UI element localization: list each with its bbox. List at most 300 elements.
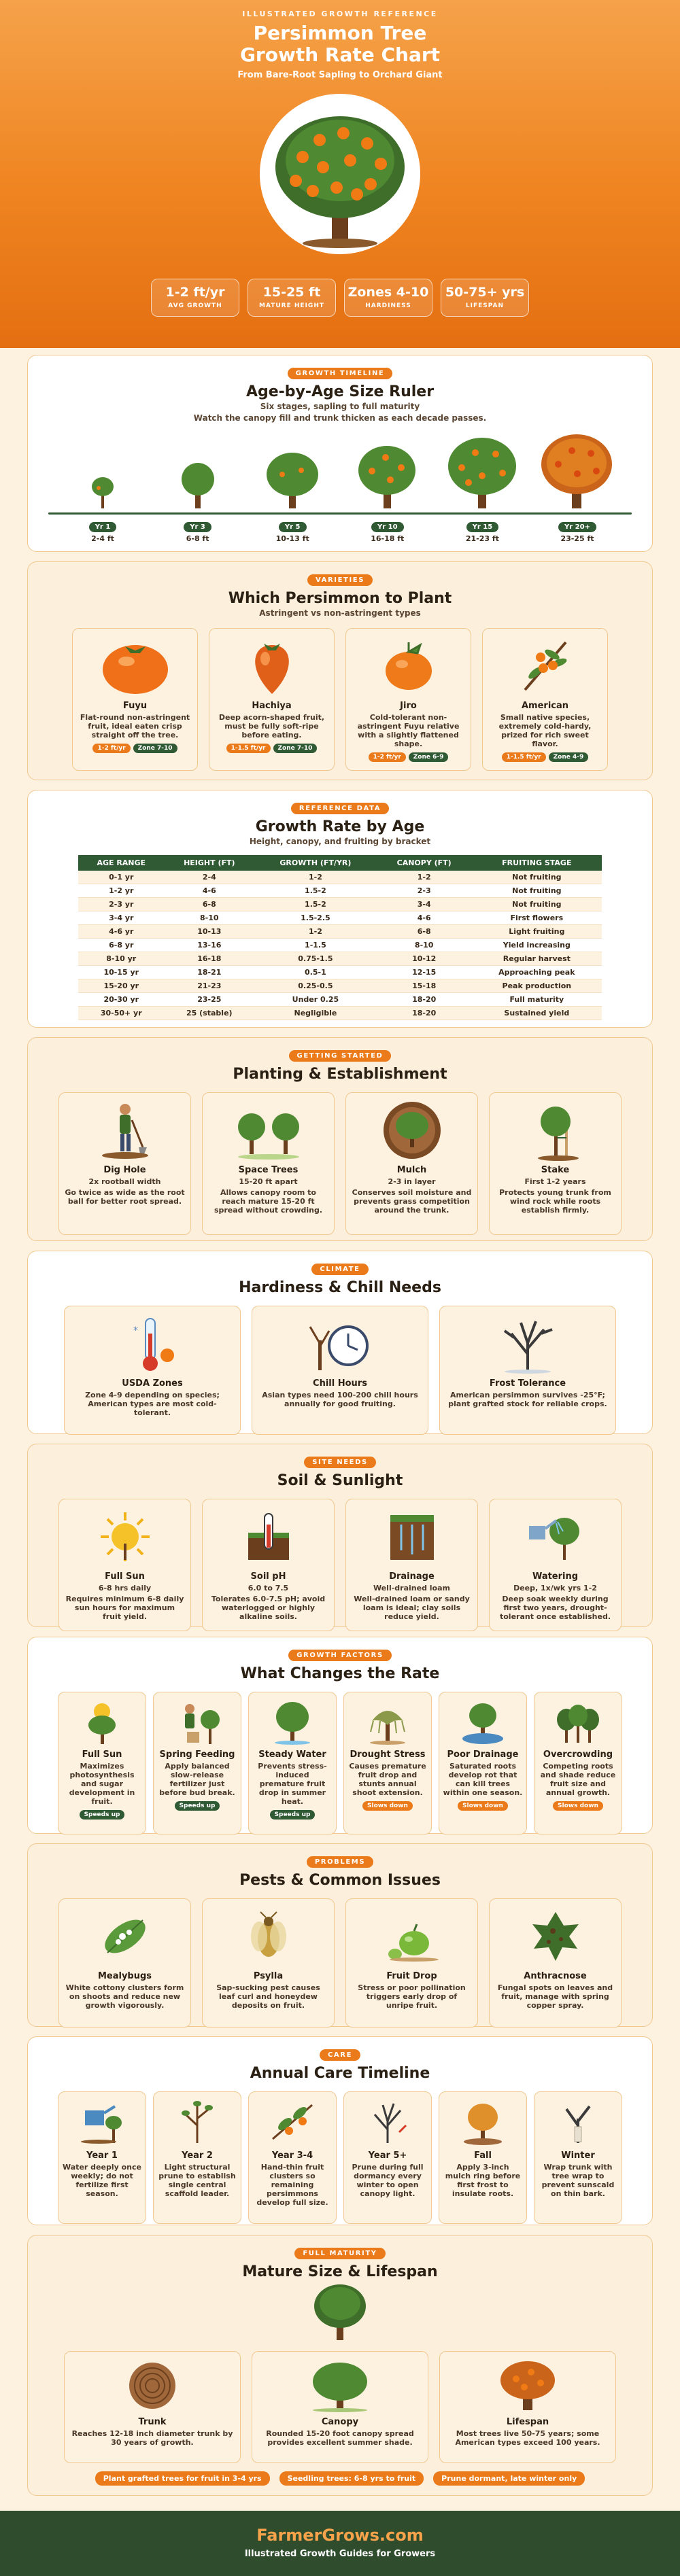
stage-year: Yr 20+ — [558, 522, 596, 532]
hero-subtitle: From Bare-Root Sapling to Orchard Giant — [237, 70, 443, 80]
timeline-labels — [41, 515, 639, 543]
pest-desc: Stress or poor pollination triggers early drop of unripe fruit. — [358, 1983, 466, 2010]
stage-yr3-tree-icon — [157, 457, 239, 508]
mulch-icon — [352, 1100, 472, 1161]
timeline-section — [27, 355, 653, 552]
table-cell: 1-2 yr — [78, 884, 165, 898]
planting-card-dig-hole — [58, 1092, 191, 1235]
section-title: Pests & Common Issues — [239, 1872, 441, 1889]
climate-card-usda-zones — [64, 1306, 241, 1435]
care-desc: Light structural prune to establish single central scaffold leader. — [158, 2163, 236, 2198]
pest-desc: Fungal spots on leaves and fruit, manage with spring copper spray. — [497, 1983, 613, 2010]
care-desc: Apply 3-inch mulch ring before first frost to insulate roots. — [445, 2163, 521, 2198]
table-cell: Not fruiting — [472, 871, 602, 884]
section-title: Growth Rate by Age — [255, 818, 425, 835]
section-title: Hardiness & Chill Needs — [239, 1279, 441, 1296]
section-title: Age-by-Age Size Ruler — [245, 383, 435, 400]
table-cell: 1-2 — [254, 925, 377, 939]
hero-persimmon-tree-icon — [255, 92, 425, 262]
planting-desc: Go twice as wide as the root ball for better root spread. — [65, 1188, 185, 1206]
table-row — [78, 993, 602, 1007]
page-footer — [0, 2511, 680, 2576]
table-cell: 6-8 — [165, 898, 255, 911]
pest-card-fruit-drop — [345, 1898, 478, 2027]
stake-icon — [495, 1100, 615, 1161]
dormant-tree-icon — [347, 2098, 428, 2146]
soil-ph-icon — [208, 1506, 328, 1567]
table-cell: 0.25-0.5 — [254, 979, 377, 993]
table-cell: Peak production — [472, 979, 602, 993]
stat-value: 1-2 ft/yr — [165, 285, 225, 300]
factor-card-spring-feeding — [153, 1692, 241, 1834]
section-title: Annual Care Timeline — [250, 2065, 430, 2082]
stat-value: 50-75+ yrs — [445, 285, 525, 300]
table-cell: 1-2 — [254, 871, 377, 884]
pest-name: Anthracnose — [524, 1971, 587, 1981]
mealybug-leaf-icon — [65, 1906, 185, 1967]
stage-year: Yr 1 — [89, 522, 117, 532]
table-cell: Not fruiting — [472, 884, 602, 898]
planting-card-mulch — [345, 1092, 478, 1235]
care-desc: Wrap trunk with tree wrap to prevent sunscald on thin bark. — [541, 2163, 615, 2198]
stage-label — [537, 519, 618, 543]
bare-tree-icon — [445, 1313, 610, 1374]
stage-size: 16-18 ft — [371, 534, 405, 543]
section-title: Which Persimmon to Plant — [228, 590, 452, 607]
svg-text:*: * — [133, 1325, 138, 1336]
watering-icon — [62, 2098, 142, 2146]
climate-desc: Asian types need 100-200 chill hours annually for good fruiting. — [262, 1391, 418, 1408]
planting-card-stake — [489, 1092, 622, 1235]
table-row — [78, 911, 602, 925]
watering-can-icon — [495, 1506, 615, 1567]
variety-desc: Cold-tolerant non-astringent Fuyu relative with a slightly flattened shape. — [357, 713, 460, 748]
care-desc: Prune during full dormancy every winter to open canopy light. — [352, 2163, 424, 2198]
care-name: Year 3-4 — [271, 2151, 313, 2161]
page-title — [0, 22, 680, 66]
table-cell: Approaching peak — [472, 966, 602, 979]
fuyu-fruit-icon — [78, 636, 192, 697]
table-cell: 10-13 — [165, 925, 255, 939]
section-badge: GROWTH TIMELINE — [288, 368, 393, 379]
factor-card-overcrowding — [534, 1692, 622, 1834]
section-desc: Six stages, sapling to full maturity — [260, 402, 420, 411]
mature-desc: Rounded 15-20 foot canopy spread provides excellent summer shade. — [266, 2429, 414, 2447]
stage-label — [252, 519, 333, 543]
table-cell: Full maturity — [472, 993, 602, 1007]
stat-label: AVG GROWTH — [168, 302, 222, 309]
pest-name: Psylla — [253, 1971, 284, 1981]
planting-sub: 2x rootball width — [88, 1177, 161, 1186]
section-badge: PROBLEMS — [307, 1856, 373, 1868]
factor-effect-badge: Speeds up — [80, 1810, 125, 1820]
space-trees-icon — [208, 1100, 328, 1161]
mature-card-lifespan — [439, 2351, 616, 2463]
stage-year: Yr 3 — [184, 522, 211, 532]
table-cell: 25 (stable) — [165, 1007, 255, 1020]
mature-name: Lifespan — [506, 2417, 549, 2427]
table-cell: 1-2 — [377, 871, 472, 884]
planting-desc: Allows canopy room to reach mature 15-20 ft spread without crowding. — [214, 1188, 323, 1215]
care-card-fall — [439, 2091, 527, 2224]
variety-zone-badge: Zone 7-10 — [133, 744, 177, 753]
footer-tagline: Illustrated Growth Guides for Growers — [244, 2549, 436, 2559]
gardener-icon — [157, 1698, 237, 1745]
planting-sub: First 1-2 years — [524, 1177, 586, 1186]
variety-rate-badge: 1-2 ft/yr — [92, 744, 130, 753]
soil-name: Watering — [532, 1571, 579, 1582]
pest-desc: Sap-sucking pest causes leaf curl and honeydew deposits on fruit. — [216, 1983, 320, 2010]
table-row — [78, 871, 602, 884]
table-cell: 4-6 — [165, 884, 255, 898]
factors-section — [27, 1637, 653, 1834]
table-cell: Negligible — [254, 1007, 377, 1020]
stage-size: 23-25 ft — [560, 534, 594, 543]
table-header: GROWTH (FT/YR) — [254, 855, 377, 871]
soil-desc: Deep soak weekly during first two years, drought-tolerant once established. — [499, 1595, 611, 1621]
factor-desc: Saturated roots develop rot that can kill trees within one season. — [443, 1762, 523, 1797]
sun-tree-icon — [62, 1698, 142, 1745]
stage-label — [62, 519, 143, 543]
stat-value: Zones 4-10 — [347, 285, 429, 300]
table-row — [78, 898, 602, 911]
factor-card-full-sun — [58, 1692, 146, 1834]
sun-icon — [65, 1506, 185, 1567]
title-line-2: Growth Rate Chart — [239, 43, 441, 66]
hero-eyebrow: ILLUSTRATED GROWTH REFERENCE — [242, 10, 438, 18]
table-cell: 15-20 yr — [78, 979, 165, 993]
planting-desc: Protects young trunk from wind rock while roots establish firmly. — [499, 1188, 611, 1215]
variety-desc: Deep acorn-shaped fruit, must be fully soft-ripe before eating. — [218, 713, 325, 739]
soil-desc: Well-drained loam or sandy loam is ideal; clay soils reduce yield. — [354, 1595, 470, 1621]
pest-name: Fruit Drop — [386, 1971, 437, 1981]
table-cell: 8-10 yr — [78, 952, 165, 966]
care-desc: Hand-thin fruit clusters so remaining persimmons develop full size. — [256, 2163, 328, 2207]
section-badge: GETTING STARTED — [289, 1050, 392, 1062]
variety-cards — [41, 628, 639, 771]
variety-zone-badge: Zone 7-10 — [273, 744, 318, 753]
mature-cards — [41, 2351, 639, 2463]
table-cell: Light fruiting — [472, 925, 602, 939]
mature-tree-icon — [41, 2280, 639, 2342]
growth-timeline — [41, 423, 639, 508]
stage-label — [347, 519, 428, 543]
table-cell: 3-4 — [377, 898, 472, 911]
care-section — [27, 2036, 653, 2225]
table-cell: 30-50+ yr — [78, 1007, 165, 1020]
section-badge: FULL MATURITY — [294, 2248, 385, 2259]
section-badge: CARE — [320, 2049, 360, 2061]
variety-desc: Small native species, extremely cold-hardy, prized for rich sweet flavor. — [498, 713, 592, 748]
table-cell: Not fruiting — [472, 898, 602, 911]
variety-rate-badge: 1-2 ft/yr — [369, 752, 406, 762]
mature-name: Trunk — [138, 2417, 167, 2427]
footer-brand: FarmerGrows.com — [256, 2526, 424, 2545]
soil-card-drainage — [345, 1499, 478, 1631]
table-row — [78, 925, 602, 939]
reference-section — [27, 790, 653, 1028]
soil-name: Full Sun — [105, 1571, 145, 1582]
stage-yr15-tree-icon — [441, 434, 523, 508]
pests-section — [27, 1843, 653, 2027]
note-seedling: Seedling trees: 6-8 yrs to fruit — [279, 2471, 424, 2486]
care-name: Fall — [474, 2151, 492, 2161]
stat-mature-height — [248, 279, 336, 317]
table-cell: 20-30 yr — [78, 993, 165, 1007]
care-name: Year 1 — [86, 2151, 118, 2161]
care-name: Winter — [561, 2151, 595, 2161]
climate-desc: American persimmon survives -25°F; plant grafted stock for reliable crops. — [448, 1391, 607, 1408]
stage-yr10-tree-icon — [347, 440, 428, 508]
soil-desc: Tolerates 6.0-7.5 pH; avoid waterlogged or highly alkaline soils. — [211, 1595, 326, 1621]
factor-card-steady-water — [248, 1692, 337, 1834]
table-header: HEIGHT (FT) — [165, 855, 255, 871]
jiro-fruit-icon — [352, 636, 465, 697]
pest-card-psylla — [202, 1898, 335, 2027]
factor-effect-badge: Slows down — [553, 1801, 603, 1811]
table-header: AGE RANGE — [78, 855, 165, 871]
care-desc: Water deeply once weekly; do not fertilize first season. — [63, 2163, 141, 2198]
hachiya-fruit-icon — [215, 636, 328, 697]
planting-sub: 15-20 ft apart — [239, 1177, 298, 1186]
section-badge: REFERENCE DATA — [291, 803, 389, 814]
title-line-1: Persimmon Tree — [253, 22, 427, 44]
factor-name: Overcrowding — [543, 1750, 613, 1760]
stage-yr20-tree-icon — [537, 430, 618, 508]
soil-sub: 6-8 hrs daily — [98, 1584, 152, 1592]
soil-cards — [41, 1499, 639, 1631]
factor-name: Steady Water — [258, 1750, 326, 1760]
factor-card-drought-stress — [343, 1692, 432, 1834]
table-row — [78, 952, 602, 966]
trunk-rings-icon — [70, 2359, 235, 2413]
table-cell: 18-20 — [377, 1007, 472, 1020]
stage-size: 6-8 ft — [186, 534, 209, 543]
table-row — [78, 939, 602, 952]
climate-desc: Zone 4-9 depending on species; American types are most cold-tolerant. — [85, 1391, 220, 1417]
climate-name: Chill Hours — [313, 1378, 367, 1389]
variety-desc: Flat-round non-astringent fruit, ideal eaten crisp straight off the tree. — [80, 713, 190, 739]
soil-card-full-sun — [58, 1499, 191, 1631]
variety-card-fuyu — [72, 628, 198, 771]
stage-label — [157, 519, 239, 543]
spotted-leaf-icon — [495, 1906, 615, 1967]
variety-name: Hachiya — [252, 701, 292, 711]
table-cell: 1-1.5 — [254, 939, 377, 952]
soil-card-watering — [489, 1499, 622, 1631]
section-title: What Changes the Rate — [240, 1665, 440, 1682]
care-card-year-3-4 — [248, 2091, 337, 2224]
clock-icon — [258, 1313, 422, 1374]
table-cell: 0.75-1.5 — [254, 952, 377, 966]
table-cell: Sustained yield — [472, 1007, 602, 1020]
table-cell: 13-16 — [165, 939, 255, 952]
planting-name: Mulch — [396, 1165, 427, 1175]
mature-section — [27, 2235, 653, 2496]
factor-card-poor-drainage — [439, 1692, 527, 1834]
digging-icon — [65, 1100, 185, 1161]
variety-name: Jiro — [400, 701, 417, 711]
varieties-section — [27, 561, 653, 780]
table-cell: 4-6 — [377, 911, 472, 925]
table-body — [78, 871, 602, 1020]
factor-cards — [41, 1692, 639, 1834]
variety-card-jiro — [345, 628, 471, 771]
note-prune: Prune dormant, late winter only — [433, 2471, 585, 2486]
table-cell: 18-21 — [165, 966, 255, 979]
table-header: CANOPY (FT) — [377, 855, 472, 871]
soil-card-ph — [202, 1499, 335, 1631]
table-cell: 4-6 yr — [78, 925, 165, 939]
planting-cards — [41, 1092, 639, 1235]
climate-name: Frost Tolerance — [489, 1378, 566, 1389]
soil-sub: 6.0 to 7.5 — [248, 1584, 289, 1592]
care-name: Year 5+ — [368, 2151, 407, 2161]
canopy-icon — [258, 2359, 422, 2413]
table-cell: 2-3 yr — [78, 898, 165, 911]
climate-section — [27, 1251, 653, 1434]
factor-name: Poor Drainage — [447, 1750, 519, 1760]
pest-card-anthracnose — [489, 1898, 622, 2027]
watered-tree-icon — [252, 1698, 333, 1745]
factor-desc: Maximizes photosynthesis and sugar development in fruit. — [69, 1762, 135, 1806]
table-cell: 0-1 yr — [78, 871, 165, 884]
variety-zone-badge: Zone 6-9 — [409, 752, 449, 762]
factor-effect-badge: Slows down — [458, 1801, 508, 1811]
variety-card-hachiya — [209, 628, 335, 771]
table-row — [78, 979, 602, 993]
flooded-tree-icon — [443, 1698, 523, 1745]
table-cell: 10-12 — [377, 952, 472, 966]
section-title: Soil & Sunlight — [277, 1472, 403, 1489]
planting-name: Stake — [541, 1165, 570, 1175]
section-badge: CLIMATE — [311, 1264, 368, 1275]
old-tree-icon — [445, 2359, 610, 2413]
table-cell: 8-10 — [165, 911, 255, 925]
climate-card-frost-tolerance — [439, 1306, 616, 1435]
table-cell: 2-3 — [377, 884, 472, 898]
pest-cards — [41, 1898, 639, 2027]
table-row — [78, 1007, 602, 1020]
mature-card-trunk — [64, 2351, 241, 2463]
thermometer-icon — [70, 1313, 235, 1374]
stage-year: Yr 15 — [466, 522, 499, 532]
factor-name: Drought Stress — [350, 1750, 426, 1760]
stage-yr1-tree-icon — [62, 468, 143, 508]
table-cell: 6-8 — [377, 925, 472, 939]
factor-name: Full Sun — [82, 1750, 122, 1760]
section-title: Mature Size & Lifespan — [242, 2263, 438, 2280]
stat-lifespan — [441, 279, 529, 317]
mature-name: Canopy — [321, 2417, 359, 2427]
section-badge: GROWTH FACTORS — [288, 1650, 392, 1661]
table-cell: 16-18 — [165, 952, 255, 966]
stage-size: 21-23 ft — [465, 534, 499, 543]
stage-year: Yr 5 — [279, 522, 307, 532]
hero-header — [0, 0, 680, 348]
mature-notes — [41, 2471, 639, 2486]
table-row — [78, 884, 602, 898]
planting-name: Dig Hole — [103, 1165, 146, 1175]
factor-effect-badge: Speeds up — [270, 1810, 316, 1820]
table-cell: 8-10 — [377, 939, 472, 952]
stat-hardiness — [344, 279, 432, 317]
planting-desc: Conserves soil moisture and prevents grass competition around the trunk. — [352, 1188, 472, 1215]
hero-stats — [0, 279, 680, 317]
table-cell: 12-15 — [377, 966, 472, 979]
fruit-drop-icon — [352, 1906, 472, 1967]
pest-name: Mealybugs — [97, 1971, 152, 1981]
table-cell: 21-23 — [165, 979, 255, 993]
stage-year: Yr 10 — [371, 522, 404, 532]
fruit-branch-icon — [252, 2098, 333, 2146]
table-cell: 18-20 — [377, 993, 472, 1007]
climate-cards — [41, 1306, 639, 1435]
table-cell: 10-15 yr — [78, 966, 165, 979]
soil-section — [27, 1444, 653, 1627]
care-cards — [41, 2091, 639, 2224]
factor-desc: Competing roots and shade reduce fruit size and annual growth. — [540, 1762, 616, 1797]
factor-name: Spring Feeding — [159, 1750, 235, 1760]
factor-effect-badge: Slows down — [362, 1801, 413, 1811]
table-cell: 0.5-1 — [254, 966, 377, 979]
table-cell: 6-8 yr — [78, 939, 165, 952]
stage-label — [441, 519, 523, 543]
section-desc-2: Watch the canopy fill and trunk thicken as each decade passes. — [193, 413, 487, 423]
table-header: FRUITING STAGE — [472, 855, 602, 871]
variety-name: Fuyu — [122, 701, 148, 711]
soil-desc: Requires minimum 6-8 daily sun hours for maximum fruit yield. — [65, 1595, 184, 1621]
stat-label: LIFESPAN — [465, 302, 505, 309]
factor-effect-badge: Speeds up — [175, 1801, 220, 1811]
mature-card-canopy — [252, 2351, 428, 2463]
section-title: Planting & Establishment — [233, 1066, 447, 1083]
stat-avg-growth — [151, 279, 239, 317]
pest-desc: White cottony clusters form on shoots and reduce new growth vigorously. — [65, 1983, 184, 2010]
variety-rate-badge: 1-1.5 ft/yr — [502, 752, 546, 762]
mature-desc: Reaches 12-18 inch diameter trunk by 30 years of growth. — [71, 2429, 233, 2447]
climate-name: USDA Zones — [122, 1378, 183, 1389]
care-card-winter — [534, 2091, 622, 2224]
stage-size: 10-13 ft — [275, 534, 309, 543]
table-cell: 1.5-2 — [254, 898, 377, 911]
table-cell: 3-4 yr — [78, 911, 165, 925]
table-cell: 1.5-2.5 — [254, 911, 377, 925]
wrapped-trunk-icon — [538, 2098, 618, 2146]
table-row — [78, 966, 602, 979]
planting-card-space-trees — [202, 1092, 335, 1235]
table-cell: 15-18 — [377, 979, 472, 993]
american-branch-icon — [488, 636, 602, 697]
variety-zone-badge: Zone 4-9 — [549, 752, 589, 762]
planting-sub: 2-3 in layer — [388, 1177, 436, 1186]
pest-card-mealybugs — [58, 1898, 191, 2027]
soil-name: Drainage — [389, 1571, 435, 1582]
table-cell: Yield increasing — [472, 939, 602, 952]
section-desc: Astringent vs non-astringent types — [259, 608, 421, 618]
autumn-tree-icon — [443, 2098, 523, 2146]
table-header-row — [78, 855, 602, 871]
mature-desc: Most trees live 50-75 years; some American types exceed 100 years. — [455, 2429, 600, 2447]
table-cell: 1.5-2 — [254, 884, 377, 898]
growth-table — [78, 855, 602, 1020]
note-grafted: Plant grafted trees for fruit in 3-4 yrs — [95, 2471, 270, 2486]
drainage-icon — [352, 1506, 472, 1567]
stage-yr5-tree-icon — [252, 447, 333, 508]
pruned-sapling-icon — [157, 2098, 237, 2146]
crowded-trees-icon — [538, 1698, 618, 1745]
table-cell: 23-25 — [165, 993, 255, 1007]
